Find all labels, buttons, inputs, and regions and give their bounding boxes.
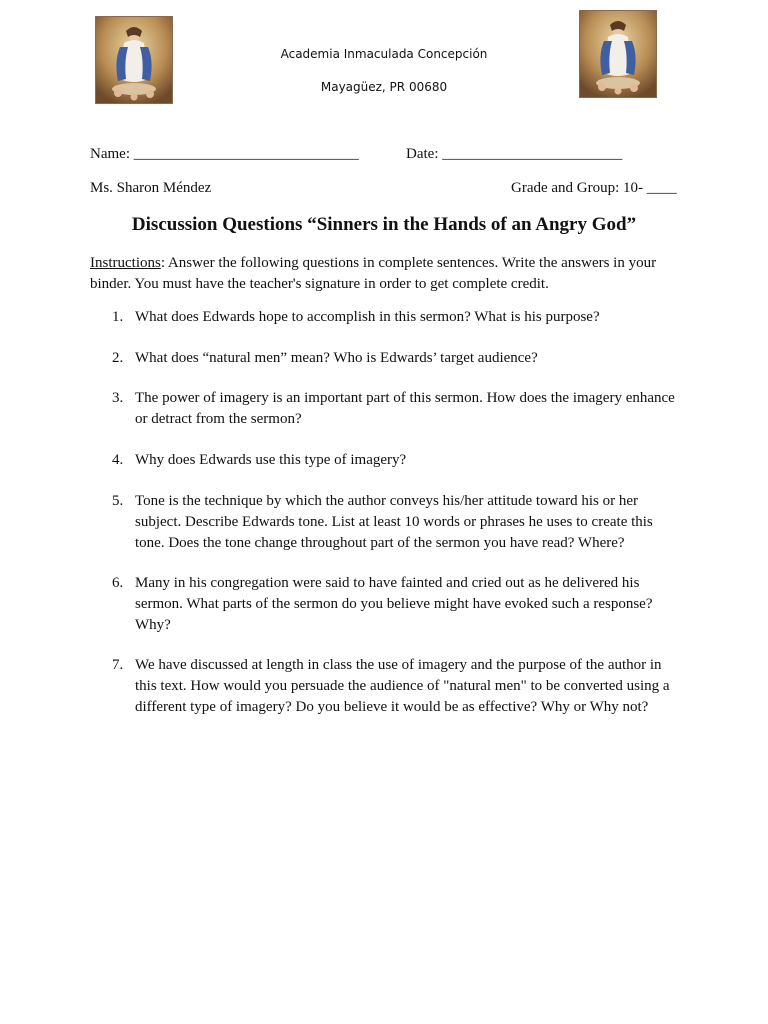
question-text: Many in his congregation were said to have fainted and cried out as he delivered his sermon. What parts of the sermon do you believe might have evoked such a response? Why? (135, 575, 653, 633)
instructions-paragraph (90, 253, 680, 295)
school-address: Mayagüez, PR 00680 (320, 80, 448, 94)
question-number: 1. (112, 309, 124, 325)
name-field: Name: ______________________________ (90, 146, 359, 162)
question-number: 4. (112, 452, 124, 468)
question-text: The power of imagery is an important part of this sermon. How does the imagery enhance or detract from the sermon? (135, 390, 675, 427)
grade-group-field: Grade and Group: 10- ____ (511, 180, 677, 196)
question-text: Why does Edwards use this type of imagery? (135, 452, 407, 468)
question-number: 2. (112, 350, 124, 366)
question-number: 3. (112, 390, 124, 406)
question-number: 5. (112, 493, 124, 509)
date-field: Date: ________________________ (406, 146, 623, 162)
instructions-text: : Answer the following questions in complete sentences. Write the answers in your binder. You must have the teacher's signature in order to get complete credit. (90, 255, 657, 292)
question-text: Tone is the technique by which the author conveys his/her attitude toward his or her subject. Describe Edwards tone. List at least 10 words or phrases he uses to create this tone. Does the tone change throughout part of the sermon you have read? Where? (135, 493, 653, 551)
question-number: 7. (112, 657, 124, 673)
instructions-label: Instructions (90, 255, 161, 271)
question-number: 6. (112, 575, 124, 591)
school-name: Academia Inmaculada Concepción (280, 47, 488, 61)
document-title: Discussion Questions “Sinners in the Hands of an Angry God” (131, 214, 637, 235)
question-text: We have discussed at length in class the use of imagery and the purpose of the author in this text. How would you persuade the audience of "natural men" to be converted using a different type of imagery? Do you believe it would be as effective? Why or Why not? (135, 657, 670, 715)
question-text: What does “natural men” mean? Who is Edwards’ target audience? (135, 350, 538, 366)
teacher-name: Ms. Sharon Méndez (90, 180, 212, 196)
question-text: What does Edwards hope to accomplish in this sermon? What is his purpose? (135, 309, 600, 325)
